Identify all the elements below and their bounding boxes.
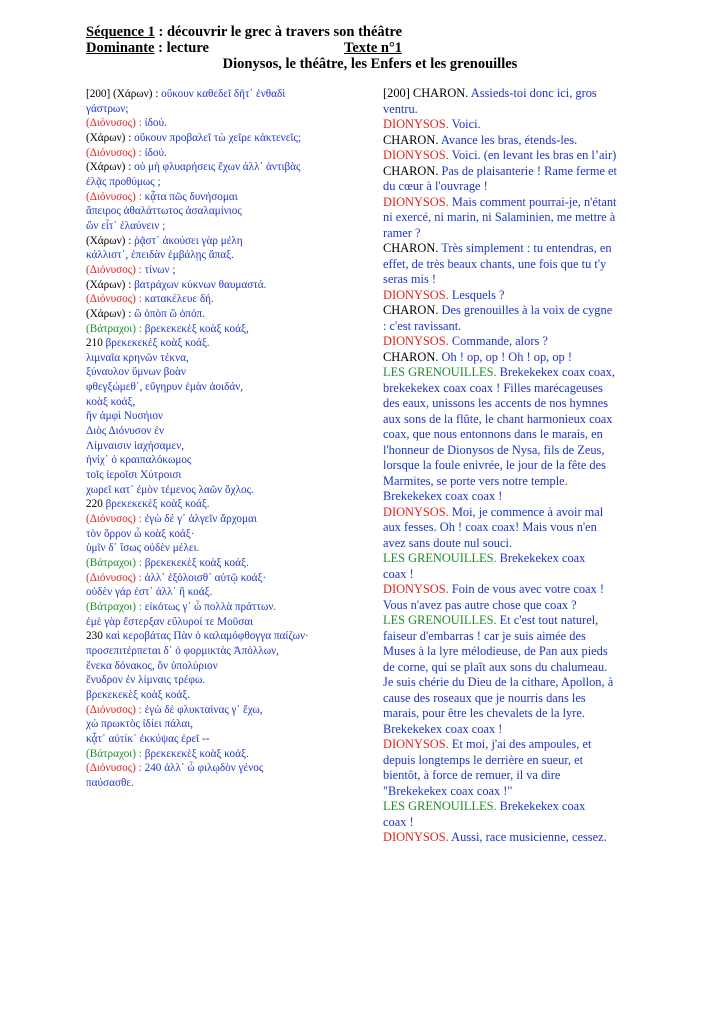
verse-text: Brekekekex coax coax, [499,365,615,379]
verse-text: ἐγὼ δέ γ᾽ ἀλγεῖν ἄρχομαι [144,513,257,526]
verse-text: Aussi, race musicienne, cessez. [451,830,607,844]
verse-text: ὢ ὀπὸπ ὢ ὀπόπ. [134,307,205,320]
french-line [383,706,643,722]
greek-line [86,483,366,498]
greek-line [86,190,366,205]
verse-text: ἔνυδρον ἐν λίμναις τρέφω. [86,674,206,687]
greek-line [86,307,366,322]
verse-text: Assieds-toi donc ici, gros [470,86,597,100]
greek-line [86,175,366,190]
verse-text: bientôt, à force de remuer, il va dire [383,768,561,782]
greek-line [86,761,366,776]
french-line [383,830,643,846]
verse-text: κοὰξ κοάξ, [86,395,136,408]
greek-line [86,512,366,527]
greek-line [86,336,366,351]
greek-line [86,688,366,703]
speaker-label: (Διόνυσος) : [86,513,145,526]
greek-line [86,659,366,674]
french-line [383,427,643,443]
verse-text: ῥᾷστ᾽ ἀκούσει γὰρ μέλη [134,234,243,247]
greek-line [86,629,366,644]
greek-line [86,527,366,542]
speaker-label: DIONYSOS. [383,287,452,302]
speaker-label: DIONYSOS. [383,194,452,209]
verse-text: εἰκότως γ᾽ ὦ πολλὰ πράττων. [144,600,277,613]
verse-text: βρεκεκεκὲξ κοὰξ κοάξ. [144,747,249,760]
verse-text: Voici. [451,117,481,131]
verse-text: coax, que nous entonnons dans le marais, en [383,427,603,441]
greek-line [86,219,366,234]
verse-text: aux fesses. Oh ! coax coax! Mais vous n'en [383,520,597,534]
french-line [383,567,643,583]
verse-text: χὠ πρωκτὸς ἰδίει πάλαι, [86,718,194,731]
verse-text: l'honneur de Dionysos de Nysa, fils de Zeus, [383,442,605,457]
greek-line [86,395,366,410]
verse-text: Des grenouilles à la voix de cygne [441,303,613,317]
french-line [383,691,643,707]
french-line [383,737,643,753]
speaker-label: 220 [86,498,106,511]
french-line [383,675,643,691]
french-line [383,164,643,180]
document-title: Dionysos, le théâtre, les Enfers et les grenouilles [222,56,518,72]
verse-text: ἐγὼ δὲ φλυκταίνας γ᾽ ἔχω, [144,703,263,716]
verse-text: γάστρων; [86,102,129,115]
french-line [383,815,643,831]
verse-text: coax ! [383,566,414,581]
speaker-label: (Διόνυσος) : [86,263,145,276]
french-line [383,536,643,552]
speaker-label: CHARON. [383,303,442,317]
greek-line [86,571,366,586]
verse-text: ἀλλ᾽ ἐξόλοισθ᾽ αὐτῷ κοάξ· [144,571,267,584]
verse-text: depuis longtemps le derrière en sueur, et [383,752,584,767]
french-line [383,660,643,676]
speaker-label: [200] (Χάρων) : [86,88,162,100]
speaker-label: LES GRENOUILLES. [383,799,500,813]
greek-line [86,468,366,483]
french-line [383,505,643,521]
french-line [383,753,643,769]
greek-line [86,703,366,718]
verse-text: ni exercé, ni marin, ni Salaminien, me mettre à [383,210,616,224]
french-translation-column [383,86,643,846]
french-line [383,474,643,490]
speaker-label: (Διόνυσος) : [86,117,145,130]
french-line [383,272,643,288]
verse-text: κᾆτ᾽ αὐτίκ᾽ ἐκκύψας ἐρεῖ -- [86,732,210,745]
verse-text: ἐμὲ γὰρ ἔστερξαν εὔλυροί τε Μοῦσαι [86,615,254,628]
greek-line [86,541,366,556]
verse-text: κάλλιστ᾽, ἐπειδὰν ἐμβάλῃς ἅπαξ. [86,249,234,262]
verse-text: βρεκεκεκὲξ κοὰξ κοάξ. [105,498,210,511]
french-line [383,350,643,366]
verse-text: ἰδού. [144,146,167,159]
french-line [383,381,643,397]
verse-text: Voici. (en levant les bras en l’air) [451,148,617,162]
speaker-label: (Διόνυσος) : [86,293,145,306]
greek-line [86,497,366,512]
speaker-label: (Διόνυσος) : [86,703,145,716]
verse-text: Vous n'avez pas autre chose que coax ? [383,597,577,612]
verse-text: τίνων ; [144,263,176,276]
french-line [383,179,643,195]
french-line [383,412,643,428]
speaker-label: (Χάρων) : [86,307,135,320]
verse-text: οὐ μὴ φλυαρήσεις ἔχων ἀλλ᾽ ἀντιβὰς [134,161,301,174]
french-line [383,288,643,304]
french-line [383,613,643,629]
verse-text: τοῖς ἱεροῖσι Χύτροισι [86,469,182,482]
verse-text: τὸν ὄρρον ὦ κοὰξ κοάξ· [86,527,195,540]
french-line [383,722,643,738]
greek-line [86,278,366,293]
french-line [383,768,643,784]
verse-text: χωρεῖ κατ᾽ ἐμὸν τέμενος λαῶν ὄχλος. [86,483,254,496]
french-line [383,210,643,226]
verse-text: lorsque la foule enivrée, le jour de la fête des [383,458,606,472]
speaker-label: (Βάτραχοι) : [86,557,145,569]
french-line [383,784,643,800]
french-line [383,443,643,459]
verse-text: coax ! [383,814,414,829]
greek-line [86,717,366,732]
texte-number: Texte n°1 [344,40,403,56]
verse-text: ὢν εἶτ᾽ ἐλαύνειν ; [86,219,166,232]
verse-text: Λίμναισιν ἰαχήσαμεν, [86,439,185,452]
french-line [383,117,643,133]
greek-line [86,673,366,688]
verse-text: Avance les bras, étends-les. [440,132,578,147]
french-line [383,303,643,319]
verse-text: λιμναῖα κρηνῶν τέκνα, [86,351,189,364]
greek-line [86,234,366,249]
verse-text: Et c'est tout naturel, [499,613,599,627]
document-header [86,24,646,72]
speaker-label: (Χάρων) : [86,234,135,247]
verse-text: οὐδὲν γάρ ἐστ᾽ ἀλλ᾽ ἢ κοάξ. [86,586,213,599]
verse-text: brekekekex coax coax ! Filles marécageuses [383,380,603,395]
french-line [383,226,643,242]
speaker-label: LES GRENOUILLES. [383,551,500,565]
greek-line [86,585,366,600]
verse-text: κᾆτα πῶς δυνήσομαι [144,190,238,203]
verse-text: Et moi, j'ai des ampoules, et [451,737,592,751]
french-line [383,629,643,645]
greek-line [86,732,366,747]
french-line [383,195,643,211]
verse-text: 240 ἀλλ᾽ ὦ φιλῳδὸν γένος [144,762,264,775]
french-line [383,148,643,164]
verse-text: ξύναυλον ὕμνων βοὰν [86,366,186,379]
speaker-label: (Βάτραχοι) : [86,600,145,613]
verse-text: Brekekekex coax [499,799,586,813]
french-line [383,582,643,598]
greek-line [86,322,366,337]
greek-line [86,409,366,424]
dominante-label: Dominante [86,40,155,56]
speaker-label: CHARON. [383,349,442,364]
verse-text: παύσασθε. [86,776,134,789]
greek-line [86,351,366,366]
verse-text: Commande, alors ? [451,334,548,348]
french-line [383,86,643,102]
greek-line [86,87,366,102]
dominante-text: : lecture [154,40,209,56]
french-line [383,396,643,412]
verse-text: Brekekekex coax coax ! [383,489,503,503]
greek-line [86,204,366,219]
greek-line [86,365,366,380]
speaker-label: (Διόνυσος) : [86,190,145,203]
greek-line [86,615,366,630]
speaker-label: (Διόνυσος) : [86,146,145,159]
verse-text: ἄπειρος ἀθαλάττωτος ἀσαλαμίνιος [86,205,242,218]
verse-text: βρεκεκεκὲξ κοὰξ κοάξ. [86,688,191,701]
speaker-label: CHARON. [383,163,442,178]
verse-text: ἡνίχ᾽ ὁ κραιπαλόκωμος [86,454,192,467]
speaker-label: DIONYSOS. [383,830,452,844]
verse-text: Oh ! op, op ! Oh ! op, op ! [441,349,572,364]
speaker-label: LES GRENOUILLES. [383,365,500,379]
french-line [383,799,643,815]
speaker-label: (Χάρων) : [86,278,135,291]
verse-text: "Brekekekex coax coax !" [383,783,513,798]
verse-text: marais, pour être les chevalets de la lyre. [383,706,585,720]
verse-text: Foin de vous avec votre coax ! [451,582,604,596]
french-line [383,241,643,257]
verse-text: Marmites, se porte vers notre temple. [383,473,568,488]
speaker-label: LES GRENOUILLES. [383,613,500,627]
verse-text: de corne, qui se plaît aux sons du chalumeau. [383,659,608,674]
speaker-label: 230 [86,630,106,643]
verse-text: effet, de très beaux chants, une fois que tu t'y [383,256,607,271]
verse-text: du cœur à l'ouvrage ! [383,179,488,193]
verse-text: faiseur d'embarras ! car je suis aimée des [383,628,586,643]
speaker-label: DIONYSOS. [383,148,452,162]
french-line [383,551,643,567]
french-line [383,334,643,350]
speaker-label: DIONYSOS. [383,504,452,519]
verse-text: ἕνεκα δόνακος, ὃν ὑπολύριον [86,659,218,672]
greek-line [86,248,366,263]
verse-text: ἣν ἀμφὶ Νυσήιον [86,410,163,423]
verse-text: βατράχων κύκνων θαυμαστά. [134,278,267,291]
verse-text: Moi, je commence à avoir mal [451,504,604,519]
french-line [383,598,643,614]
dominante-line [86,40,646,56]
verse-text: βρεκεκεκὲξ κοὰξ κοάξ. [105,337,210,350]
verse-text: ramer ? [383,225,421,240]
speaker-label: (Χάρων) : [86,131,135,144]
verse-text: βρεκεκεκὲξ κοὰξ κοάξ, [144,322,249,335]
verse-text: κατακέλευε δή. [144,293,214,306]
verse-text: οὔκουν προβαλεῖ τὼ χεῖρε κἀκτενεῖς; [134,131,301,144]
speaker-label: (Βάτραχοι) : [86,747,145,760]
greek-text-column [86,87,366,791]
speaker-label: CHARON. [383,241,442,255]
french-line [383,257,643,273]
speaker-label: DIONYSOS. [383,582,452,596]
speaker-label: 210 [86,337,106,350]
greek-line [86,263,366,278]
greek-line [86,776,366,791]
verse-text: Brekekekex coax coax ! [383,721,503,736]
greek-line [86,644,366,659]
verse-text: seras mis ! [383,272,436,286]
greek-line [86,747,366,762]
greek-line [86,424,366,439]
greek-line [86,116,366,131]
verse-text: Je suis chérie du Dieu de la cithare, Apollon, à [383,675,614,689]
verse-text: Pas de plaisanterie ! Rame ferme et [441,163,617,178]
verse-text: Muses à la lyre mélodieuse, de Pan aux pieds [383,644,608,658]
greek-line [86,160,366,175]
verse-text: avez sans doute nul souci. [383,535,513,550]
verse-text: cause des roseaux que je nourris dans les [383,690,586,705]
speaker-label: DIONYSOS. [383,737,452,751]
greek-line [86,102,366,117]
verse-text: ventru. [383,101,418,116]
sequence-label: Séquence 1 [86,24,155,40]
sequence-text: : découvrir le grec à travers son théâtre [154,24,403,40]
speaker-label: (Διόνυσος) : [86,762,145,775]
greek-line [86,380,366,395]
verse-text: aux sons de la flûte, le chant harmonieux coax [383,411,613,426]
verse-text: Διὸς Διόνυσον ἐν [86,425,165,438]
french-line [383,133,643,149]
speaker-label: [200] CHARON. [383,86,471,100]
french-line [383,489,643,505]
verse-text: καὶ κεροβάτας Πὰν ὁ καλαμόφθογγα παίζων· [105,630,309,643]
speaker-label: (Χάρων) : [86,161,135,174]
speaker-label: DIONYSOS. [383,334,452,348]
french-line [383,644,643,660]
speaker-label: (Διόνυσος) : [86,571,145,584]
verse-text: Brekekekex coax [499,551,586,565]
greek-line [86,556,366,571]
verse-text: Mais comment pourrai-je, n'étant [451,194,617,209]
french-line [383,319,643,335]
verse-text: ἐλᾷς προθύμως ; [86,175,161,188]
speaker-label: CHARON. [383,132,441,147]
french-line [383,102,643,118]
verse-text: ἰδού. [144,117,167,130]
verse-text: προσεπιτέρπεται δ᾽ ὁ φορμικτὰς Ἀπόλλων, [86,644,279,657]
verse-text: Très simplement : tu entendras, en [441,241,612,255]
greek-line [86,292,366,307]
greek-line [86,453,366,468]
verse-text: : c'est ravissant. [383,318,462,333]
greek-line [86,131,366,146]
french-line [383,365,643,381]
greek-line [86,600,366,615]
verse-text: φθεγξώμεθ᾽, εὔγηρυν ἐμὰν ἀοιδάν, [86,381,244,394]
greek-line [86,439,366,454]
verse-text: des eaux, unissons les accents de nos hymnes [383,396,609,410]
greek-line [86,146,366,161]
french-line [383,520,643,536]
speaker-label: (Βάτραχοι) : [86,322,145,335]
verse-text: οὔκουν καθεδεῖ δῆτ᾽ ἐνθαδὶ [161,88,286,100]
verse-text: βρεκεκεκὲξ κοὰξ κοάξ. [144,557,249,569]
verse-text: ὑμῖν δ᾽ ἴσως οὐδὲν μέλει. [86,542,200,555]
verse-text: Lesquels ? [451,287,505,302]
sequence-line [86,24,646,40]
french-line [383,458,643,474]
speaker-label: DIONYSOS. [383,117,452,131]
